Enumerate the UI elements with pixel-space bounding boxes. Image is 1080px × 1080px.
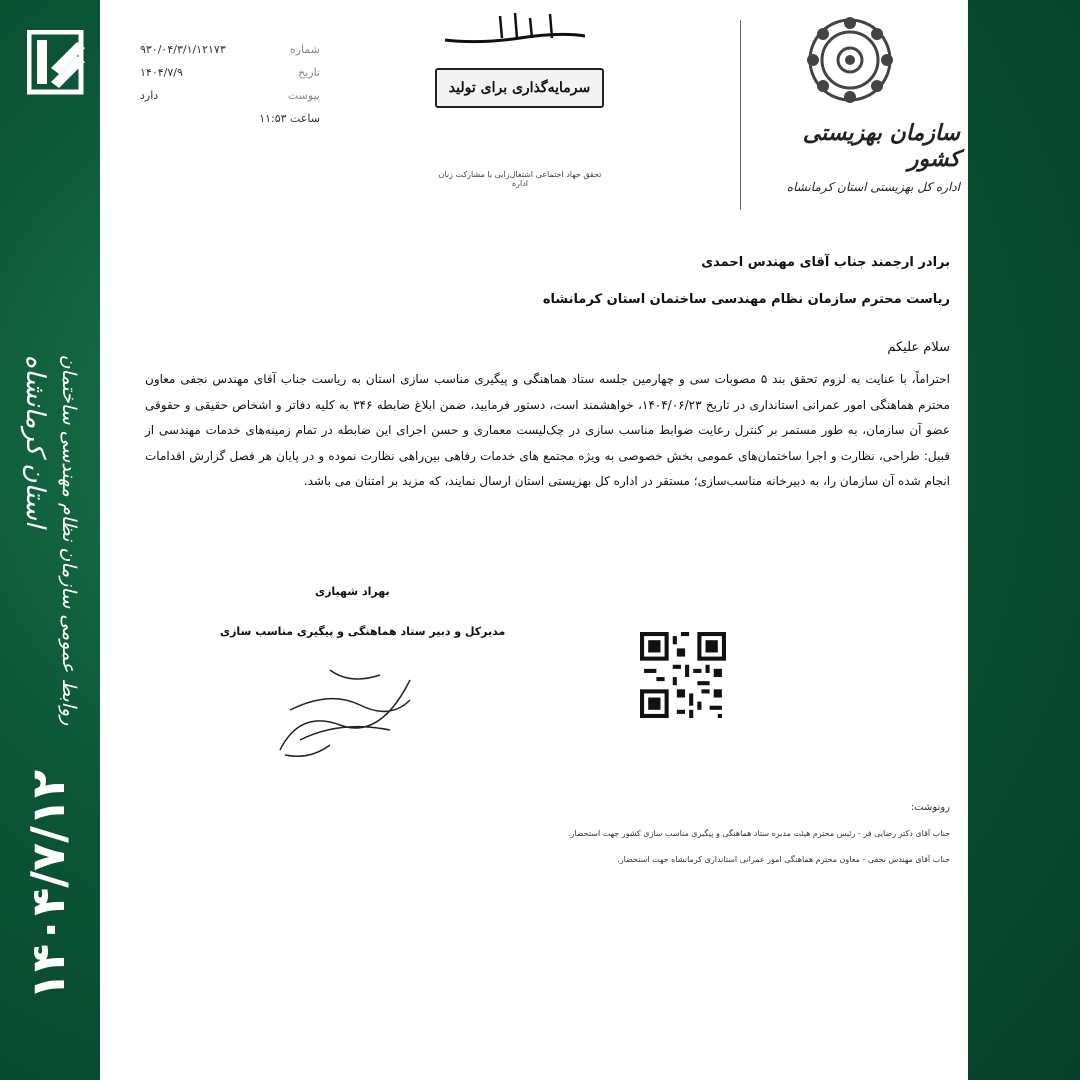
- date-label: ۱۴۰۴/۷/۱۲: [21, 769, 75, 1001]
- cc-line-2: جناب آقای مهندس نجفی - معاون محترم هماهنگی امور عمرانی استانداری کرمانشاه جهت استحضار.: [617, 855, 950, 864]
- vertical-org-title: [20, 355, 80, 726]
- carbon-copy: [540, 795, 950, 873]
- date-label-meta: تاریخ: [298, 66, 320, 79]
- organization-name: [750, 120, 960, 194]
- header-divider: [740, 20, 741, 210]
- meta-attachment-row: [140, 84, 320, 107]
- org-name-sub: اداره کل بهزیستی استان کرمانشاه: [786, 180, 960, 194]
- signature-scrawl: [270, 650, 420, 765]
- qr-code[interactable]: [640, 632, 726, 718]
- attachment-value: دارد: [140, 89, 159, 102]
- recipient-line-1: برادر ارجمند جناب آقای مهندس احمدی: [701, 255, 950, 270]
- time-value: ساعت ۱۱:۵۳: [259, 112, 320, 125]
- number-label: شماره: [289, 43, 320, 56]
- signer-name: بهراد شهبازی: [315, 585, 390, 598]
- letter-document: [100, 0, 968, 1080]
- behzisti-logo-icon: [805, 15, 895, 105]
- date-value: ۱۴۰۴/۷/۹: [140, 66, 183, 79]
- letter-meta: [140, 38, 320, 130]
- year-slogan-banner: سرمایه‌گذاری برای تولید: [435, 68, 604, 108]
- org-name-main: سازمان بهزیستی کشور: [802, 120, 960, 172]
- left-banner: [0, 0, 100, 1080]
- meta-date-row: [140, 61, 320, 84]
- recipient-line-2: ریاست محترم سازمان نظام مهندسی ساختمان استان کرمانشاه: [542, 292, 950, 307]
- cc-line-1: جناب آقای دکتر رضایی فر - رئیس محترم هیئت مدیره ستاد هماهنگی و پیگیری مناسب سازی کشور جهت استحضار.: [567, 829, 950, 838]
- organization-logo-icon: [27, 30, 87, 96]
- meta-time-row: [140, 107, 320, 130]
- right-banner: [1000, 0, 1080, 1080]
- meta-number-row: [140, 38, 320, 61]
- greeting: سلام علیکم: [887, 340, 950, 355]
- org-title-line2: استان کرمانشاه: [20, 354, 50, 528]
- letterhead: [100, 0, 968, 240]
- basmala-calligraphy: [440, 8, 590, 48]
- letter-paragraph: احتراماً، با عنایت به لزوم تحقق بند ۵ مصوبات سی و چهارمین جلسه ستاد هماهنگی و پیگیری مناسب سازی استان به ریاست جناب آقای مهندس نجفی معاون محترم هماهنگی امور عمرانی استانداری در تاریخ ۱۴۰۴/۰۶/۲۳، خواهشمند است، دستور فرمایید، ضمن ابلاغ ضابطه ۳۴۶ به کلیه دفاتر و اشخاص حقیقی و حقوقی عضو آن سازمان، به طور مستمر بر کنترل رعایت ضوابط مناسب سازی در چک‌لیست معماری و حسن اجرای این ضابطه در تمام زمینه‌های خدمات مهندسی از قبیل: طراحی، نظارت و اجرا ساختمان‌های عمومی بخش خصوصی به ویژه مجتمع های خدمات رفاهی بین‌راهی نظارت نموده و در پایان هر فصل گزارش اقدامات انجام شده آن سازمان را، به دبیرخانه مناسب‌سازی؛ مستقر در اداره کل بهزیستی استان ارسال نمایند، که مزید بر امتنان می باشد.: [145, 372, 950, 488]
- org-title-line1: روابط عمومی سازمان نظام مهندسی ساختمان: [58, 354, 80, 726]
- year-slogan-caption: تحقق جهاد اجتماعی اشتغال‌زایی با مشارکت زنان اداره: [438, 170, 602, 188]
- cc-head: رونوشت:: [910, 802, 950, 813]
- signer-title: مدیرکل و دبیر ستاد هماهنگی و پیگیری مناسب سازی: [220, 625, 506, 638]
- number-value: ۹۳۰/۰۴/۳/۱/۱۲۱۷۳: [140, 43, 226, 56]
- attachment-label: پیوست: [287, 89, 320, 102]
